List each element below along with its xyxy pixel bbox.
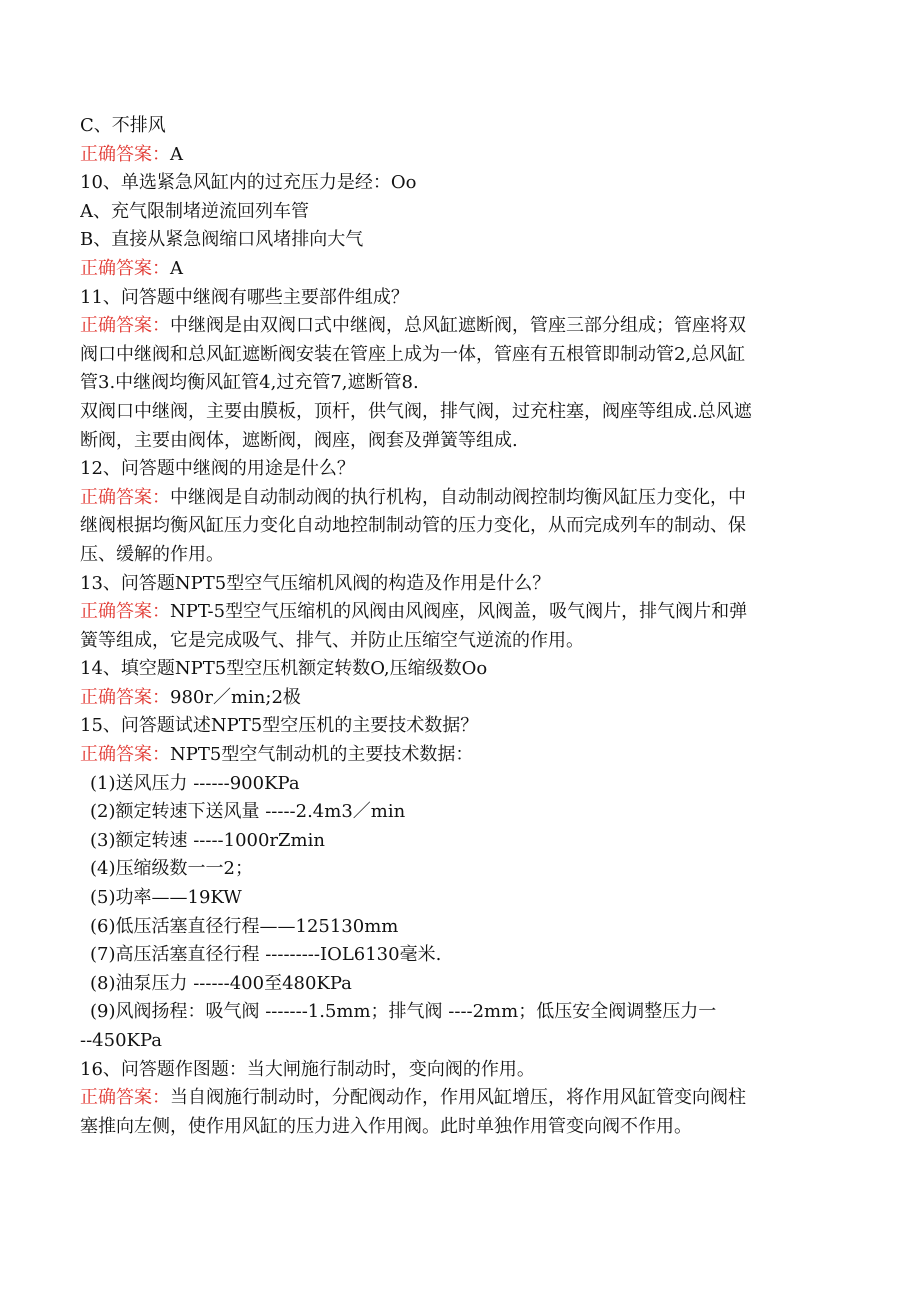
answer-label: 正确答案： <box>80 601 170 623</box>
text-line: 12、问答题中继阀的用途是什么？ <box>80 458 355 480</box>
answer-line <box>80 598 840 627</box>
text-line: 10、单选紧急风缸内的过充压力是经：Oo <box>80 172 417 194</box>
answer-text: 中继阀是由双阀口式中继阀，总风缸遮断阀，管座三部分组成；管座将双 <box>170 315 746 337</box>
text-line: 管3.中继阀均衡风缸管4,过充管7,遮断管8. <box>80 372 419 394</box>
text-line: 继阀根据均衡风缸压力变化自动地控制制动管的压力变化，从而完成列车的制动、保 <box>80 515 746 537</box>
text-line: --450KPa <box>80 1030 163 1051</box>
answer-label: 正确答案： <box>80 686 170 708</box>
text-line: 13、问答题NPT5型空气压缩机风阀的构造及作用是什么？ <box>80 572 551 594</box>
spec-item-line: (6)低压活塞直径行程——125130mm <box>90 915 399 937</box>
text-line: 簧等组成，它是完成吸气、排气、并防止压缩空气逆流的作用。 <box>80 629 584 651</box>
spec-item-line: (5)功率——19KW <box>90 887 242 909</box>
text-line: 压、缓解的作用。 <box>80 543 224 565</box>
answer-label: 正确答案： <box>80 257 170 279</box>
answer-line <box>80 741 840 770</box>
text-line: 断阀，主要由阀体，遮断阀，阀座，阀套及弹簧等组成. <box>80 429 518 451</box>
answer-line <box>80 1084 840 1113</box>
document-body <box>80 112 840 1141</box>
spec-item-line: (4)压缩级数一一2； <box>90 858 253 880</box>
answer-text: NPT5型空气制动机的主要技术数据： <box>170 744 474 766</box>
answer-label: 正确答案： <box>80 486 170 508</box>
spec-item-line: (3)额定转速 -----1000rZmin <box>90 829 325 851</box>
answer-text: 中继阀是自动制动阀的执行机构，自动制动阀控制均衡风缸压力变化，中 <box>170 486 746 508</box>
answer-label: 正确答案： <box>80 1087 170 1109</box>
text-line: 14、填空题NPT5型空压机额定转数O,压缩级数Oo <box>80 658 488 680</box>
text-line: 阀口中继阀和总风缸遮断阀安装在管座上成为一体，管座有五根管即制动管2,总风缸 <box>80 343 746 365</box>
answer-line <box>80 684 840 713</box>
text-line: A、充气限制堵逆流回列车管 <box>80 200 309 222</box>
text-line: B、直接从紧急阀缩口风堵排向大气 <box>80 229 364 251</box>
spec-item-line: (7)高压活塞直径行程 ---------IOL6130毫米. <box>90 944 442 966</box>
spec-item-line: (2)额定转速下送风量 -----2.4m3／min <box>90 801 406 823</box>
spec-item-line: (1)送风压力 ------900KPa <box>90 772 300 794</box>
answer-line <box>80 484 840 513</box>
answer-label: 正确答案： <box>80 315 170 337</box>
answer-label: 正确答案： <box>80 744 170 766</box>
spec-item-line: (8)油泵压力 ------400至480KPa <box>90 972 352 994</box>
answer-line <box>80 255 840 284</box>
answer-line <box>80 312 840 341</box>
spec-item-line: (9)风阀扬程：吸气阀 -------1.5mm；排气阀 ----2mm；低压安全阀调整压力一 <box>90 1001 717 1023</box>
text-line: 15、问答题试述NPT5型空压机的主要技术数据？ <box>80 715 479 737</box>
answer-text: 当自阀施行制动时，分配阀动作，作用风缸增压，将作用风缸管变向阀柱 <box>170 1087 746 1109</box>
answer-line <box>80 141 840 170</box>
answer-text: A <box>170 257 183 279</box>
answer-label: 正确答案： <box>80 143 170 165</box>
text-line: 16、问答题作图题：当大闸施行制动时，变向阀的作用。 <box>80 1058 535 1080</box>
text-line: 11、问答题中继阀有哪些主要部件组成？ <box>80 286 409 308</box>
text-line: C、不排风 <box>80 115 166 136</box>
answer-text: A <box>170 143 183 165</box>
answer-text: 980r／min;2极 <box>170 686 301 708</box>
answer-text: NPT-5型空气压缩机的风阀由风阀座，风阀盖，吸气阀片，排气阀片和弹 <box>170 601 748 623</box>
text-line: 双阀口中继阀，主要由膜板，顶杆，供气阀，排气阀，过充柱塞，阀座等组成.总风遮 <box>80 400 752 422</box>
text-line: 塞推向左侧，使作用风缸的压力进入作用阀。此时单独作用管变向阀不作用。 <box>80 1115 692 1137</box>
